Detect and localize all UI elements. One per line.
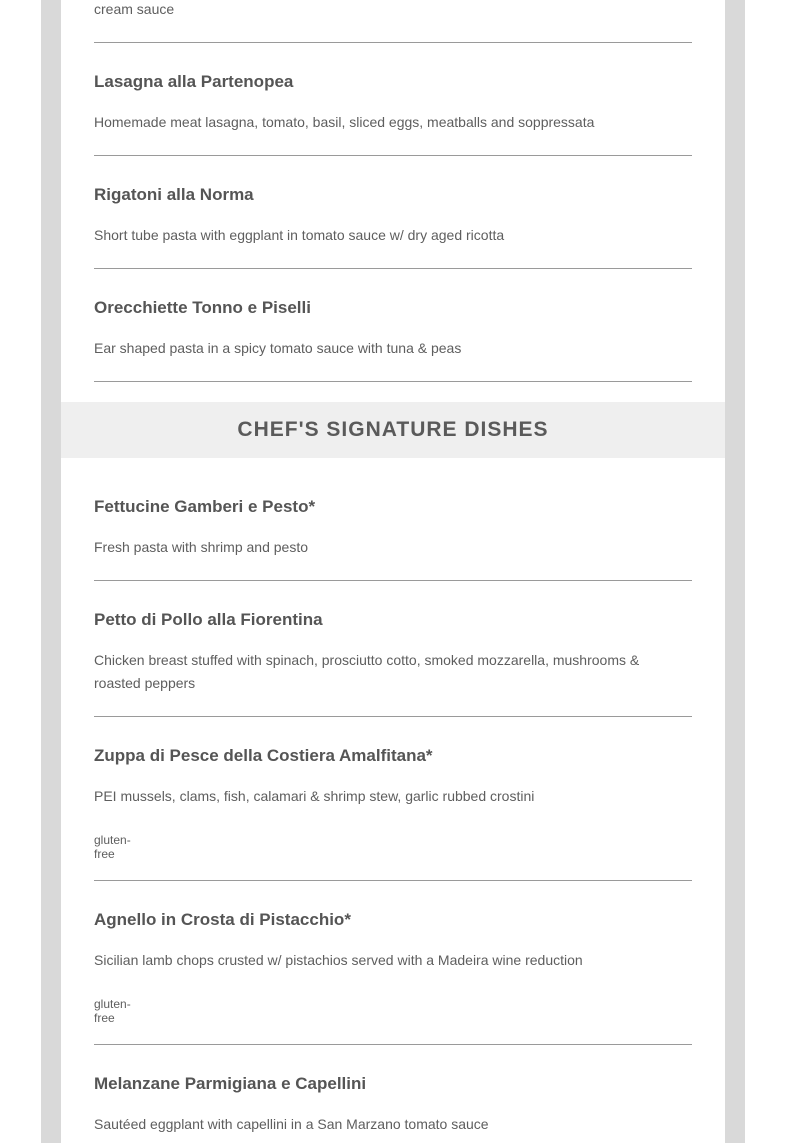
item-name: Fettucine Gamberi e Pesto*: [94, 497, 316, 516]
item-description: Homemade meat lasagna, tomato, basil, sliced eggs, meatballs and soppressata: [94, 114, 595, 130]
item-description: PEI mussels, clams, fish, calamari & shrimp stew, garlic rubbed crostini: [94, 788, 535, 804]
divider: [94, 42, 692, 43]
divider: [94, 580, 692, 581]
divider: [94, 381, 692, 382]
item-name: Zuppa di Pesce della Costiera Amalfitana*: [94, 746, 433, 765]
item-name: Melanzane Parmigiana e Capellini: [94, 1074, 367, 1093]
dietary-note: gluten-free: [94, 997, 131, 1025]
item-name: Orecchiette Tonno e Piselli: [94, 298, 311, 317]
item-description: Sicilian lamb chops crusted w/ pistachios served with a Madeira wine reduction: [94, 952, 583, 968]
divider: [94, 268, 692, 269]
item-description: cream sauce: [94, 1, 175, 17]
divider: [94, 1044, 692, 1045]
dietary-note: gluten-free: [94, 833, 131, 861]
divider: [94, 880, 692, 881]
divider: [94, 155, 692, 156]
item-description: Ear shaped pasta in a spicy tomato sauce with tuna & peas: [94, 340, 462, 356]
item-description: Chicken breast stuffed with spinach, prosciutto cotto, smoked mozzarella, mushrooms & roasted peppers: [94, 652, 640, 691]
item-name: Lasagna alla Partenopea: [94, 72, 294, 91]
item-description: Sautéed eggplant with capellini in a San Marzano tomato sauce: [94, 1116, 489, 1132]
item-description: Fresh pasta with shrimp and pesto: [94, 539, 308, 555]
item-name: Agnello in Crosta di Pistacchio*: [94, 910, 351, 929]
section-heading: CHEF'S SIGNATURE DISHES: [61, 402, 725, 458]
item-name: Rigatoni alla Norma: [94, 185, 254, 204]
item-description: Short tube pasta with eggplant in tomato sauce w/ dry aged ricotta: [94, 227, 505, 243]
item-name: Petto di Pollo alla Fiorentina: [94, 610, 323, 629]
divider: [94, 716, 692, 717]
